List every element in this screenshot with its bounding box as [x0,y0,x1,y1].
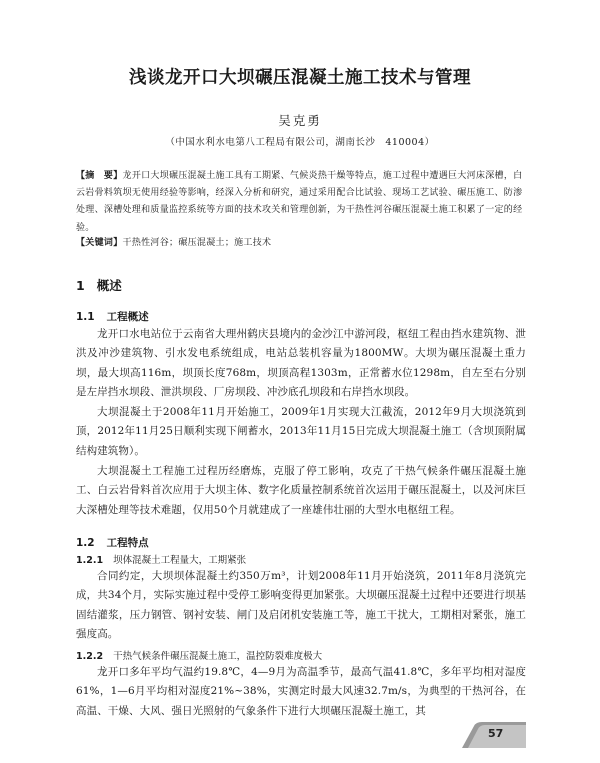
body-paragraph-2: 大坝混凝土于2008年11月开始施工，2009年1月实现大江截流，2012年9月大坝浇筑到顶，2012年11月25日顺利实现下闸蓄水，2013年11月15日完成大坝混凝土施工（含坝顶附属结构建筑物）。 [76,406,526,457]
abstract-block [76,168,524,237]
section-number: 1.2.2 [76,651,104,662]
section-title: 坝体混凝土工程量大，工期紧张 [113,555,247,566]
abstract-text: 龙开口大坝碾压混凝土施工具有工期紧、气候炎热干燥等特点，施工过程中遭遇巨大河床深槽，白云岩骨料筑坝无使用经验等影响，经深入分析和研究，通过采用配合比试验、现场工艺试验、碾压施工、防渗处理、深槽处理和质量监控系统等方面的技术攻关和管理创新，为干热性河谷碾压混凝土施工积累了一定的经验。 [76,171,523,233]
section-title: 概述 [96,278,122,293]
page-number: 57 [488,727,504,740]
section-number: 1.2.1 [76,555,104,566]
section-title: 干热气候条件碾压混凝土施工，温控防裂难度极大 [113,651,323,662]
body-paragraph-3: 大坝混凝土工程施工过程历经磨炼，克服了停工影响，攻克了干热气候条件碾压混凝土施工、白云岩骨料首次应用于大坝主体、数字化质量控制系统首次运用于碾压混凝土，以及河床巨大深槽处理等技术难题，仅用50个月就建成了一座雄伟壮丽的大型水电枢纽工程。 [76,465,526,516]
section-title: 工程概述 [106,311,149,323]
abstract-label: 【摘 要】 [76,171,123,181]
keywords-label: 【关键词】 [76,238,123,248]
body-paragraph-1: 龙开口水电站位于云南省大理州鹤庆县境内的金沙江中游河段，枢纽工程由挡水建筑物、泄洪及冲沙建筑物、引水发电系统组成，电站总装机容量为1800MW。大坝为碾压混凝土重力坝，最大坝高116m，坝顶长度768m，坝顶高程1303m，正常蓄水位1298m，自左至右分别是左岸挡水坝段、泄洪坝段、厂房坝段、冲沙底孔坝段和右岸挡水坝段。 [76,328,526,399]
section-heading-1-2-2 [76,648,322,662]
page-number-tab [462,722,526,748]
author-name: 吴克勇 [278,113,322,128]
keywords-block [76,235,524,252]
section-number: 1.2 [76,537,95,549]
section-heading-1-1 [76,309,149,324]
section-number: 1 [76,278,85,293]
paper-title: 浅谈龙开口大坝碾压混凝土施工技术与管理 [129,68,471,88]
body-paragraph-4: 合同约定，大坝坝体混凝土约350万m³，计划2008年11月开始浇筑，2011年8月浇筑完成，共34个月，实际实施过程中受停工影响变得更加紧张。大坝碾压混凝土过程中还要进行坝基固结灌浆，压力钢管、钢衬安装、闸门及启闭机安装施工等，施工干扰大，工期相对紧张，施工强度高。 [76,570,526,641]
section-title: 工程特点 [106,537,149,549]
body-paragraph-5: 龙开口多年平均气温约19.8℃，4—9月为高温季节，最高气温41.8℃，多年平均相对湿度61%，1—6月平均相对湿度21%~38%，实测定时最大风速32.7m/s，为典型的干热河谷，在高温、干燥、大风、强日光照射的气象条件下进行大坝碾压混凝土施工，其 [76,666,526,717]
keywords-text: 干热性河谷；碾压混凝土；施工技术 [122,238,272,248]
section-heading-1-2-1 [76,552,246,566]
author-affiliation: （中国水利水电第八工程局有限公司，湖南长沙 410004） [165,137,435,148]
section-heading-1-2 [76,535,149,550]
section-number: 1.1 [76,311,95,323]
section-heading-1 [76,276,122,294]
